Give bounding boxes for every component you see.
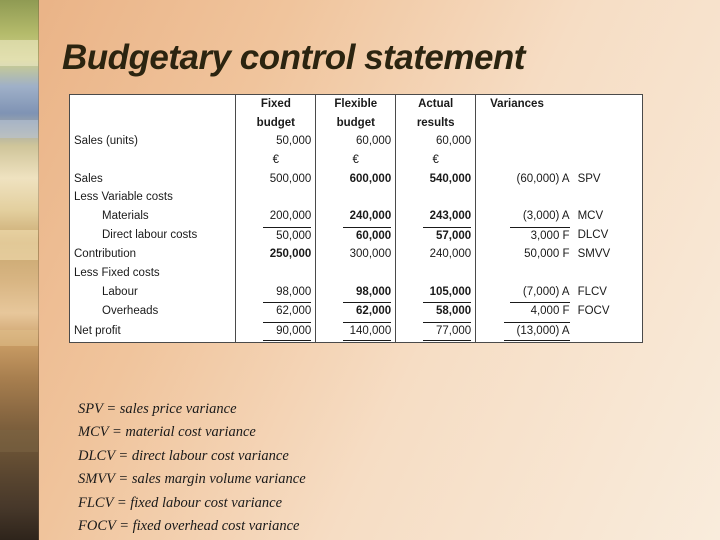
row-label bbox=[70, 151, 236, 170]
table-row bbox=[70, 283, 642, 302]
strip-band bbox=[0, 330, 38, 346]
cell-variance bbox=[476, 132, 574, 151]
cell-variance: (7,000) A bbox=[522, 285, 570, 298]
cell-actual: 243,000 bbox=[396, 207, 476, 226]
row-label: Net profit bbox=[70, 321, 236, 342]
table-header-row-1 bbox=[70, 95, 642, 114]
cell-flexible: 600,000 bbox=[316, 170, 396, 189]
cell-fixed: 500,000 bbox=[236, 170, 316, 189]
cell-flexible: 98,000 bbox=[316, 283, 396, 302]
cell-actual: 105,000 bbox=[396, 283, 476, 302]
cell-flexible-value: 62,000 bbox=[343, 302, 391, 320]
cell-code: MCV bbox=[577, 210, 604, 223]
column-header-code-2 bbox=[574, 114, 642, 133]
legend-item: MCV = material cost variance bbox=[78, 424, 256, 441]
column-header-flexible-budget-2: budget bbox=[316, 114, 396, 133]
cell-code: FLCV bbox=[577, 285, 607, 298]
cell-fixed-value: 62,000 bbox=[263, 302, 311, 320]
cell-fixed-currency: € bbox=[236, 151, 316, 170]
cell-fixed-value: 90,000 bbox=[263, 322, 311, 341]
cell-fixed bbox=[236, 188, 316, 207]
variance-abbreviation-legend bbox=[78, 398, 638, 539]
cell-actual bbox=[396, 301, 476, 321]
cell-variance: (60,000) A bbox=[516, 172, 570, 185]
cell-fixed: 200,000 bbox=[236, 207, 316, 226]
cell-variance-value: (13,000) A bbox=[504, 322, 570, 341]
column-header-actual-results-2: results bbox=[396, 114, 476, 133]
row-label: Direct labour costs bbox=[70, 226, 236, 246]
cell-variance: 50,000 F bbox=[524, 248, 570, 261]
row-label: Overheads bbox=[70, 301, 236, 321]
cell-fixed bbox=[236, 226, 316, 246]
cell-variance bbox=[476, 264, 574, 283]
cell-flexible-value: 140,000 bbox=[343, 322, 391, 341]
cell-flexible bbox=[316, 264, 396, 283]
strip-band bbox=[0, 230, 38, 260]
cell-variance-value: 4,000 F bbox=[510, 302, 570, 320]
cell-actual bbox=[396, 188, 476, 207]
cell-fixed bbox=[236, 264, 316, 283]
cell-flexible-currency: € bbox=[316, 151, 396, 170]
column-header-actual-results: Actual bbox=[396, 95, 476, 114]
cell-flexible bbox=[316, 321, 396, 342]
column-header-variances: Variances bbox=[490, 98, 544, 110]
legend-item: DLCV = direct labour cost variance bbox=[78, 447, 289, 464]
table-row bbox=[70, 170, 642, 189]
cell-flexible: 300,000 bbox=[316, 245, 396, 264]
cell-flexible bbox=[316, 188, 396, 207]
cell-variance bbox=[476, 321, 574, 342]
cell-code bbox=[574, 264, 642, 283]
strip-band bbox=[0, 430, 38, 452]
cell-fixed: 250,000 bbox=[236, 245, 316, 264]
cell-code: SMVV bbox=[577, 248, 611, 261]
table-row bbox=[70, 245, 642, 264]
table-row bbox=[70, 207, 642, 226]
strip-band bbox=[0, 120, 38, 138]
cell-actual bbox=[396, 321, 476, 342]
cell-actual bbox=[396, 226, 476, 246]
column-header-variances-2 bbox=[476, 114, 574, 133]
column-header-label bbox=[70, 95, 236, 114]
table-row bbox=[70, 321, 642, 342]
page-title: Budgetary control statement bbox=[62, 38, 525, 77]
cell-flexible: 240,000 bbox=[316, 207, 396, 226]
cell-flexible: 60,000 bbox=[316, 132, 396, 151]
cell-code bbox=[574, 132, 642, 151]
cell-actual-value: 58,000 bbox=[423, 302, 471, 320]
decorative-banknote-strip bbox=[0, 0, 39, 540]
table-row bbox=[70, 301, 642, 321]
cell-actual bbox=[396, 264, 476, 283]
table-header-row-2 bbox=[70, 114, 642, 133]
cell-variance bbox=[476, 226, 574, 246]
cell-code: DLCV bbox=[577, 229, 609, 242]
cell-code bbox=[574, 188, 642, 207]
table-row bbox=[70, 188, 642, 207]
cell-variance: (3,000) A bbox=[522, 210, 570, 223]
cell-actual-currency: € bbox=[396, 151, 476, 170]
cell-variance bbox=[476, 301, 574, 321]
column-header-label-2 bbox=[70, 114, 236, 133]
legend-item: FLCV = fixed labour cost variance bbox=[78, 494, 283, 511]
row-label: Sales bbox=[70, 170, 236, 189]
row-label: Materials bbox=[70, 207, 236, 226]
cell-variance bbox=[476, 188, 574, 207]
cell-variance bbox=[476, 151, 574, 170]
column-header-fixed-budget-2: budget bbox=[236, 114, 316, 133]
row-label: Labour bbox=[70, 283, 236, 302]
table bbox=[70, 95, 642, 342]
cell-actual-value: 77,000 bbox=[423, 322, 471, 341]
row-label: Less Variable costs bbox=[70, 188, 236, 207]
cell-code bbox=[574, 151, 642, 170]
cell-flexible bbox=[316, 301, 396, 321]
cell-code: SPV bbox=[577, 172, 601, 185]
cell-fixed-value: 50,000 bbox=[263, 227, 311, 245]
column-header-code bbox=[574, 95, 642, 114]
legend-item: SMVV = sales margin volume variance bbox=[78, 471, 306, 488]
legend-item: SPV = sales price variance bbox=[78, 401, 237, 417]
cell-code bbox=[574, 321, 642, 342]
cell-fixed: 98,000 bbox=[236, 283, 316, 302]
cell-actual: 60,000 bbox=[396, 132, 476, 151]
row-label: Contribution bbox=[70, 245, 236, 264]
column-header-flexible-budget: Flexible bbox=[316, 95, 396, 114]
cell-fixed bbox=[236, 301, 316, 321]
table-row bbox=[70, 264, 642, 283]
cell-variance-value: 3,000 F bbox=[510, 227, 570, 245]
cell-flexible bbox=[316, 226, 396, 246]
strip-band bbox=[0, 40, 38, 66]
cell-actual: 240,000 bbox=[396, 245, 476, 264]
budgetary-control-table bbox=[69, 94, 643, 343]
row-label: Sales (units) bbox=[70, 132, 236, 151]
row-label: Less Fixed costs bbox=[70, 264, 236, 283]
cell-fixed bbox=[236, 321, 316, 342]
column-header-fixed-budget: Fixed bbox=[236, 95, 316, 114]
cell-actual-value: 57,000 bbox=[423, 227, 471, 245]
cell-code: FOCV bbox=[577, 304, 610, 317]
cell-actual: 540,000 bbox=[396, 170, 476, 189]
table-row bbox=[70, 132, 642, 151]
legend-item: FOCV = fixed overhead cost variance bbox=[78, 518, 300, 535]
cell-fixed: 50,000 bbox=[236, 132, 316, 151]
cell-flexible-value: 60,000 bbox=[343, 227, 391, 245]
table-row bbox=[70, 151, 642, 170]
table-row bbox=[70, 226, 642, 246]
